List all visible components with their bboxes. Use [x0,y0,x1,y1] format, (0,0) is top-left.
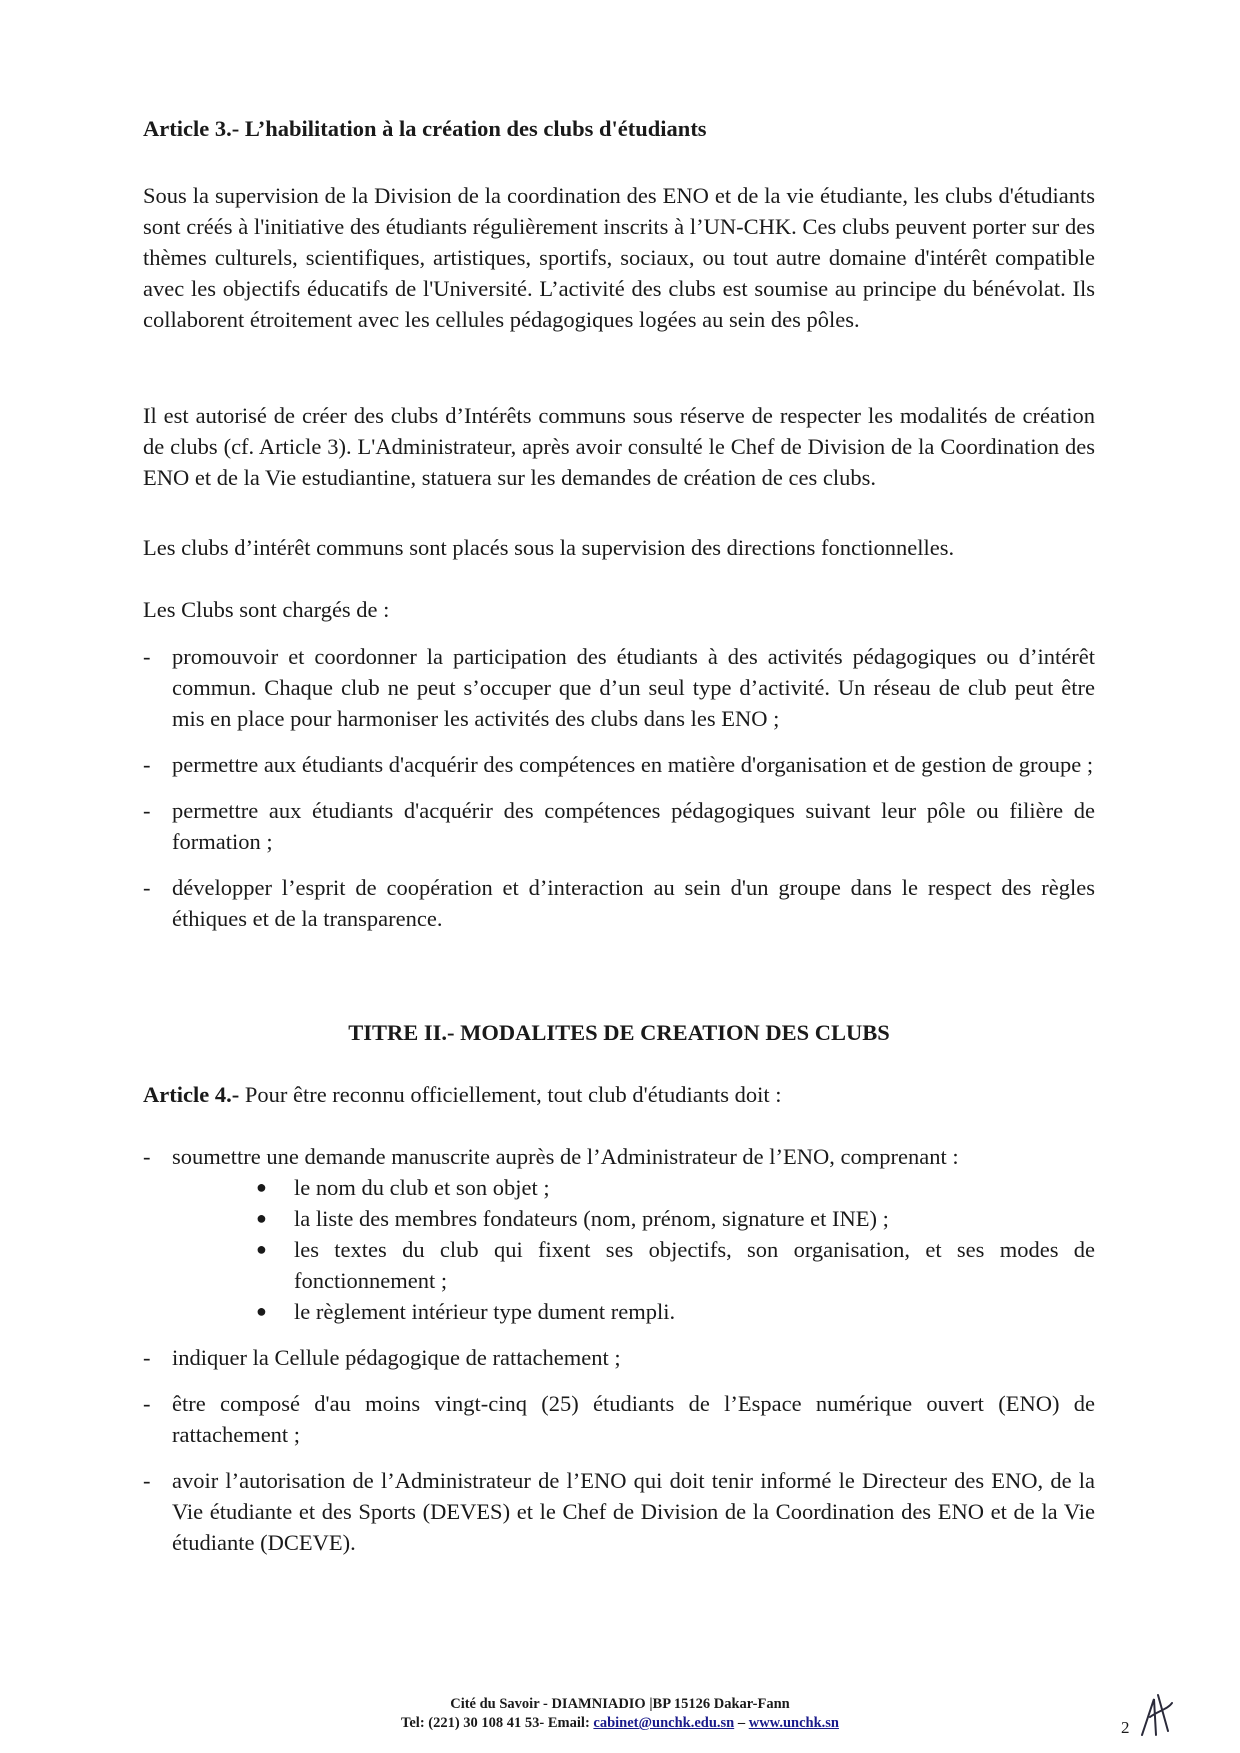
article-4-intro [143,1079,1095,1110]
dash-marker: - [143,1468,151,1493]
article-3-paragraph-3: Les clubs d’intérêt communs sont placés sous la supervision des directions fonctionnelles. [143,535,955,560]
footer-contact [0,1714,1240,1733]
dash-marker: - [143,1391,151,1416]
bullet-marker: ● [256,1177,267,1197]
article-3-paragraph-1: Sous la supervision de la Division de la coordination des ENO et de la vie étudiante, les clubs d'étudiants sont créés à l'initiative des étudiants régulièrement inscrits à l’UN-CHK. Ces clubs peuvent porter sur des thèmes culturels, scientifiques, artistiques, sportifs, sociaux, ou tout autre domaine d'intérêt compatible avec les objectifs éducatifs de l'Université. L’activité des clubs est soumise au principe du bénévolat. Ils collaborent étroitement avec les cellules pédagogiques logées au sein des pôles. [143,183,1095,332]
list-item [143,1465,1095,1558]
dash-marker: - [143,1345,151,1370]
dash-marker: - [143,644,151,669]
bullet-item [143,1203,1095,1234]
footer-email-link[interactable]: cabinet@unchk.edu.sn [593,1715,735,1731]
sub-list-container [143,1172,1095,1327]
list-item [143,749,1095,780]
titre-2-heading: TITRE II.- MODALITES DE CREATION DES CLUBS [348,1020,890,1045]
article-3-paragraph-4: Les Clubs sont chargés de : [143,597,390,622]
list-item [143,795,1095,857]
list-item-text: soumettre une demande manuscrite auprès de l’Administrateur de l’ENO, comprenant : [172,1144,959,1169]
list-item [143,641,1095,734]
application-contents-list [143,1172,1095,1327]
article-3-heading: Article 3.- L’habilitation à la création des clubs d'étudiants [143,116,707,141]
list-item [143,872,1095,934]
club-duties-list [143,641,1095,949]
list-item-text: permettre aux étudiants d'acquérir des compétences en matière d'organisation et de gestion de groupe ; [172,752,1094,777]
document-page [143,0,1095,1753]
bullet-item-text: les textes du club qui fixent ses objectifs, son organisation, et ses modes de fonctionnement ; [294,1237,1095,1293]
bullet-marker: ● [256,1239,267,1259]
list-item-text: indiquer la Cellule pédagogique de rattachement ; [172,1345,621,1370]
article-4-label: Article 4.- [143,1082,240,1107]
list-item [143,1141,1095,1172]
bullet-item [143,1296,1095,1327]
dash-marker: - [143,798,151,823]
bullet-item-text: la liste des membres fondateurs (nom, prénom, signature et INE) ; [294,1206,889,1231]
bullet-item [143,1234,1095,1296]
bullet-marker: ● [256,1301,267,1321]
bullet-item-text: le règlement intérieur type dument rempli. [294,1299,676,1324]
list-item-text: promouvoir et coordonner la participation des étudiants à des activités pédagogiques ou d’intérêt commun. Chaque club ne peut s’occuper que d’un seul type d’activité. Un réseau de club peut être mis en place pour harmoniser les activités des clubs dans les ENO ; [172,644,1095,731]
list-item-text: permettre aux étudiants d'acquérir des compétences pédagogiques suivant leur pôle ou filière de formation ; [172,798,1095,854]
article-4-intro-text: Pour être reconnu officiellement, tout club d'étudiants doit : [239,1082,782,1107]
footer-separator: – [734,1715,749,1731]
initials-signature-icon [1138,1691,1174,1739]
dash-marker: - [143,752,151,777]
bullet-item-text: le nom du club et son objet ; [294,1175,550,1200]
footer-address: Cité du Savoir - DIAMNIADIO |BP 15126 Dakar-Fann [450,1696,790,1712]
list-item [143,1388,1095,1450]
footer-website-link[interactable]: www.unchk.sn [748,1715,839,1731]
bullet-item [143,1172,1095,1203]
dash-marker: - [143,875,151,900]
list-item-text: être composé d'au moins vingt-cinq (25) étudiants de l’Espace numérique ouvert (ENO) de rattachement ; [172,1391,1095,1447]
page-number: 2 [1121,1718,1130,1737]
list-item [143,1342,1095,1373]
club-requirements-list [143,1141,1095,1573]
article-3-paragraph-2: Il est autorisé de créer des clubs d’Intérêts communs sous réserve de respecter les modalités de création de clubs (cf. Article 3). L'Administrateur, après avoir consulté le Chef de Division de la Coordination des ENO et de la Vie estudiantine, statuera sur les demandes de création de ces clubs. [143,403,1095,490]
dash-marker: - [143,1144,151,1169]
list-item-text: avoir l’autorisation de l’Administrateur de l’ENO qui doit tenir informé le Directeur des ENO, de la Vie étudiante et des Sports (DEVES) et le Chef de Division de la Coordination des ENO et de la Vie étudiante (DCEVE). [172,1468,1095,1555]
bullet-marker: ● [256,1208,267,1228]
list-item-text: développer l’esprit de coopération et d’interaction au sein d'un groupe dans le respect des règles éthiques et de la transparence. [172,875,1095,931]
footer-phone: Tel: (221) 30 108 41 53- Email: [401,1715,594,1731]
